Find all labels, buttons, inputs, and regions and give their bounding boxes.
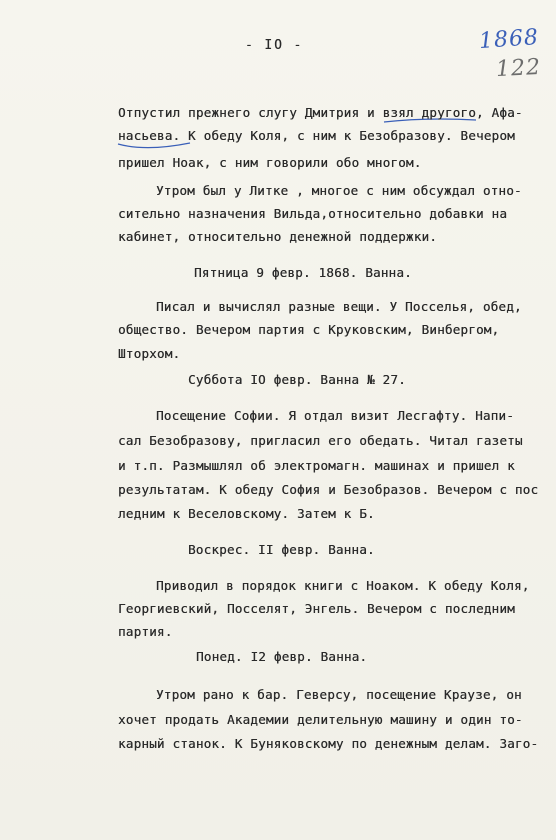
text-line: Утром был у Литке , многое с ним обсуждал отно- [156,183,522,198]
entry-heading: Пятница 9 февр. 1868. Ванна. [194,265,412,280]
text-line: Отпустил прежнего слугу Дмитрия и взял другого, Афа- [118,105,523,120]
text-line: и т.п. Размышлял об электромагн. машинах и пришел к [118,458,515,473]
text-line: Шторхом. [118,346,181,361]
handwritten-folio-number: 122 [495,54,542,83]
text-line: Утром рано к бар. Геверсу, посещение Краузе, он [156,687,522,702]
text-line: Писал и вычислял разные вещи. У Посселья, обед, [156,299,522,314]
text-line: хочет продать Академии делительную машину и один то- [118,712,523,727]
text-line: Посещение Софии. Я отдал визит Лесгафту. Напи- [156,408,514,423]
text-line: партия. [118,624,173,639]
text-line: пришел Ноак, с ним говорили обо многом. [118,155,422,170]
text-line: общество. Вечером партия с Круковским, Винбергом, [118,322,500,337]
text-line: сительно назначения Вильда,относительно добавки на [118,206,508,221]
entry-heading: Суббота IO февр. Ванна № 27. [188,372,406,387]
text-line: насьева. К обеду Коля, с ним к Безобразову. Вечером [118,128,515,143]
text-line: сал Безобразову, пригласил его обедать. Читал газеты [118,433,523,448]
text-line: результатам. К обеду София и Безобразов. Вечером с пос [118,482,539,497]
text-line: Приводил в порядок книги с Ноаком. К обеду Коля, [156,578,530,593]
text-line: Георгиевский, Посселят, Энгель. Вечером с последним [118,601,515,616]
text-line: ледним к Веселовскому. Затем к Б. [118,506,375,521]
entry-heading: Понед. I2 февр. Ванна. [196,649,368,664]
handwritten-year: 1868 [478,24,540,55]
ink-underline-afanasieva [118,143,190,148]
text-line: кабинет, относительно денежной поддержки. [118,229,438,244]
page-number: - IO - [245,38,304,53]
text-line: карный станок. К Буняковскому по денежным делам. Заго- [118,736,539,751]
entry-heading: Воскрес. II февр. Ванна. [188,542,375,557]
